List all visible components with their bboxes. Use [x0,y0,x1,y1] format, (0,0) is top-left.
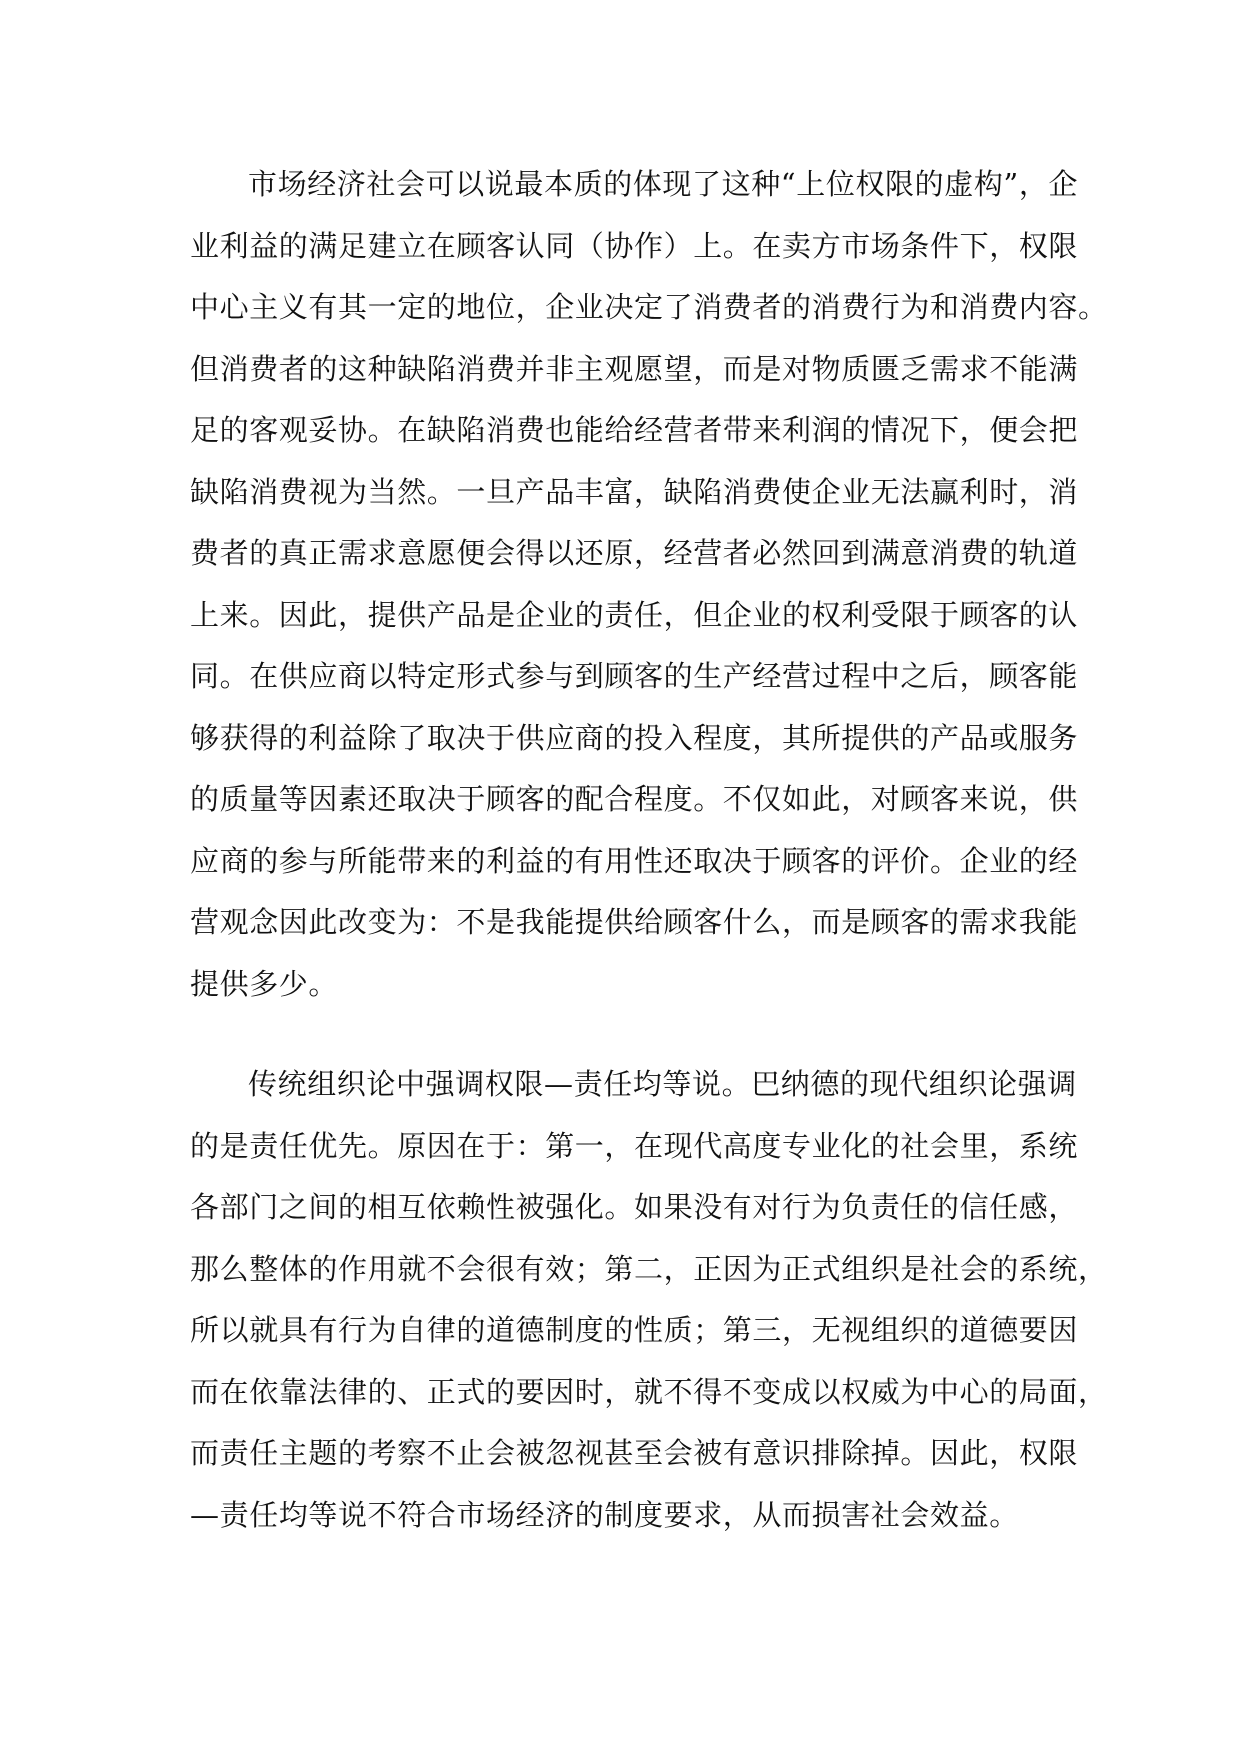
paragraph-line: 提供多少。 [190,966,339,1001]
paragraph-line: 而责任主题的考察不止会被忽视甚至会被有意识排除掉。因此，权限 [190,1436,1079,1470]
paragraph-line: 而在依靠法律的、正式的要因时，就不得不变成以权威为中心的局面， [190,1374,1108,1409]
paragraph-line: 市场经济社会可以说最本质的体现了这种“上位权限的虚构”，企 [248,167,1079,201]
paragraph-line: 所以就具有行为自律的道德制度的性质；第三，无视组织的道德要因 [190,1313,1079,1347]
paragraph-organization-theory [190,1054,1108,1546]
paragraph-line: 但消费者的这种缺陷消费并非主观愿望，而是对物质匮乏需求不能满 [190,351,1079,386]
paragraph-market-economy [190,154,1108,1015]
paragraph-line: 传统组织论中强调权限—责任均等说。巴纳德的现代组织论强调 [248,1067,1077,1101]
paragraph-line: 足的客观妥协。在缺陷消费也能给经营者带来利润的情况下，便会把 [190,413,1079,447]
paragraph-line: 应商的参与所能带来的利益的有用性还取决于顾客的评价。企业的经 [190,843,1079,878]
paragraph-line: 各部门之间的相互依赖性被强化。如果没有对行为负责任的信任感， [190,1190,1079,1224]
paragraph-line: 上来。因此，提供产品是企业的责任，但企业的权利受限于顾客的认 [190,597,1079,632]
paragraph-line: 的质量等因素还取决于顾客的配合程度。不仅如此，对顾客来说，供 [190,782,1079,816]
paragraph-line: 同。在供应商以特定形式参与到顾客的生产经营过程中之后，顾客能 [190,659,1079,693]
paragraph-line: 缺陷消费视为当然。一旦产品丰富，缺陷消费使企业无法赢利时，消 [190,474,1079,509]
paragraph-line: 的是责任优先。原因在于：第一，在现代高度专业化的社会里，系统 [190,1128,1079,1163]
paragraph-line: 那么整体的作用就不会很有效；第二，正因为正式组织是社会的系统， [190,1251,1108,1286]
paragraph-line: 费者的真正需求意愿便会得以还原，经营者必然回到满意消费的轨道 [190,536,1079,570]
paragraph-line: 业利益的满足建立在顾客认同（协作）上。在卖方市场条件下，权限 [190,228,1079,263]
paragraph-line: 够获得的利益除了取决于供应商的投入程度，其所提供的产品或服务 [190,720,1079,755]
paragraph-line: 中心主义有其一定的地位，企业决定了消费者的消费行为和消费内容。 [190,290,1108,324]
paragraph-line: —责任均等说不符合市场经济的制度要求，从而损害社会效益。 [190,1497,1019,1532]
paragraph-line: 营观念因此改变为：不是我能提供给顾客什么，而是顾客的需求我能 [190,905,1079,939]
